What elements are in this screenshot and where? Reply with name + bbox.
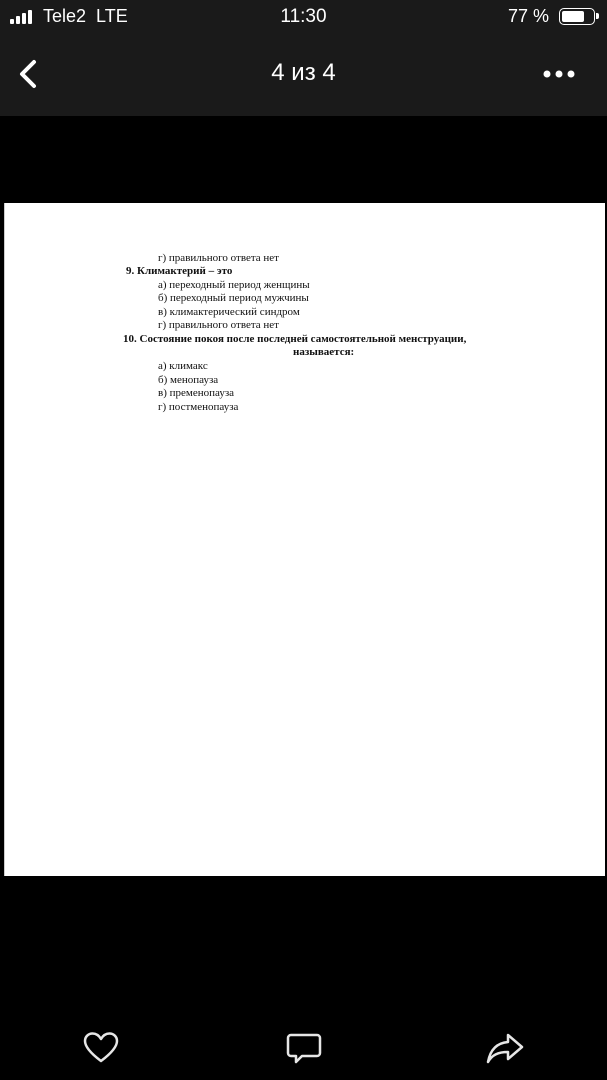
question-heading-cont: называется:	[293, 346, 355, 358]
status-bar	[0, 0, 607, 34]
battery-percent: 77 %	[507, 6, 549, 26]
doc-line: а) переходный период женщины	[158, 279, 310, 291]
doc-line: г) постменопауза	[158, 401, 239, 413]
comment-button[interactable]	[284, 1028, 324, 1068]
doc-line: г) правильного ответа нет	[158, 252, 279, 264]
doc-line: б) переходный период мужчины	[158, 292, 309, 304]
doc-line: в) пременопауза	[158, 387, 235, 399]
doc-line: в) климактерический синдром	[158, 306, 300, 318]
doc-line: г) правильного ответа нет	[158, 319, 279, 331]
network-type: LTE	[96, 6, 128, 26]
carrier-name: Tele2	[43, 6, 87, 26]
doc-line: а) климакс	[158, 360, 208, 372]
doc-line: б) менопауза	[158, 374, 219, 386]
heart-icon	[81, 1028, 121, 1068]
question-heading: 9. Климактерий – это	[126, 265, 233, 277]
bottom-toolbar	[0, 1010, 607, 1080]
more-horizontal-icon	[539, 62, 579, 86]
like-button[interactable]	[81, 1028, 121, 1068]
more-button[interactable]	[539, 62, 579, 86]
page-counter: 4 из 4	[271, 59, 336, 86]
status-time: 11:30	[280, 6, 327, 27]
question-heading: 10. Состояние покоя после последней самостоятельной менструации,	[123, 333, 467, 345]
share-button[interactable]	[485, 1028, 525, 1068]
top-nav-bar	[0, 34, 607, 116]
document-page[interactable]	[4, 203, 605, 876]
battery-icon	[559, 8, 595, 25]
comment-icon	[284, 1028, 324, 1068]
share-icon	[485, 1028, 525, 1068]
